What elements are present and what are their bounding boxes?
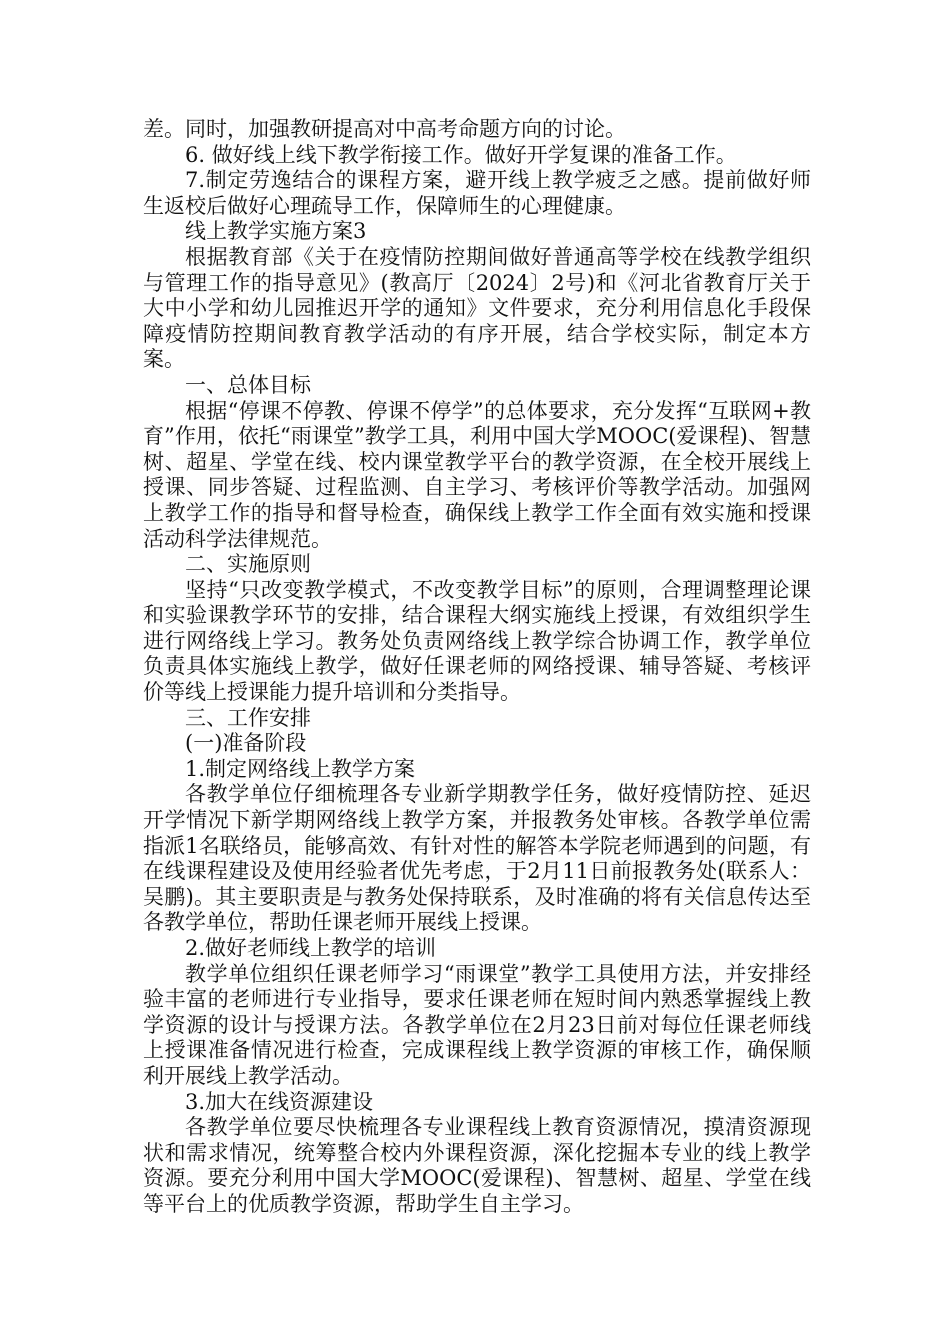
paragraph: 根据“停课不停教、停课不停学”的总体要求，充分发挥“互联网+教育”作用，依托“雨课堂”教学工具，利用中国大学MOOC(爱课程)、智慧树、超星、学堂在线、校内课堂教学平台的教学资源，在全校开展线上授课、同步答疑、过程监测、自主学习、考核评价等教学活动。加强网上教学工作的指导和督导检查，确保线上教学工作全面有效实施和授课活动科学法律规范。 xyxy=(143,398,811,551)
paragraph: 6. 做好线上线下教学衔接工作。做好开学复课的准备工作。 xyxy=(185,142,737,167)
paragraph: 坚持“只改变教学模式，不改变教学目标”的原则，合理调整理论课和实验课教学环节的安排，结合课程大纲实施线上授课，有效组织学生进行网络线上学习。教务处负责网络线上教学综合协调工作，教学单位负责具体实施线上教学，做好任课老师的网络授课、辅导答疑、考核评价等线上授课能力提升培训和分类指导。 xyxy=(143,577,811,705)
section-heading: 一、总体目标 xyxy=(185,372,311,397)
document-body xyxy=(143,117,811,1218)
section-title: 线上教学实施方案3 xyxy=(185,219,367,244)
paragraph: 各教学单位仔细梳理各专业新学期教学任务，做好疫情防控、延迟开学情况下新学期网络线上教学方案，并报教务处审核。各教学单位需指派1名联络员，能够高效、有针对性的解答本学院老师遇到的问题，有在线课程建设及使用经验者优先考虑，于2月11日前报教务处(联系人：吴鹏)。其主要职责是与教务处保持联系，及时准确的将有关信息传达至各教学单位，帮助任课老师开展线上授课。 xyxy=(143,782,811,935)
paragraph: 各教学单位要尽快梳理各专业课程线上教育资源情况，摸清资源现状和需求情况，统筹整合校内外课程资源，深化挖掘本专业的线上教学资源。要充分利用中国大学MOOC(爱课程)、智慧树、超星、学堂在线等平台上的优质教学资源，帮助学生自主学习。 xyxy=(143,1115,811,1216)
section-heading: 二、实施原则 xyxy=(185,552,311,577)
paragraph: 根据教育部《关于在疫情防控期间做好普通高等学校在线教学组织与管理工作的指导意见》(教高厅〔2024〕2号)和《河北省教育厅关于大中小学和幼儿园推迟开学的通知》文件要求，充分利用信息化手段保障疫情防控期间教育教学活动的有序开展，结合学校实际，制定本方案。 xyxy=(143,244,811,372)
item-heading: 2.做好老师线上教学的培训 xyxy=(185,936,437,960)
subsection-heading: (一)准备阶段 xyxy=(185,731,307,756)
paragraph: 教学单位组织任课老师学习“雨课堂”教学工具使用方法，并安排经验丰富的老师进行专业指导，要求任课老师在短时间内熟悉掌握线上教学资源的设计与授课方法。各教学单位在2月23日前对每位任课老师线上授课准备情况进行检查，完成课程线上教学资源的审核工作，确保顺利开展线上教学活动。 xyxy=(143,961,811,1088)
item-heading: 3.加大在线资源建设 xyxy=(185,1089,374,1114)
paragraph: 7.制定劳逸结合的课程方案，避开线上教学疲乏之感。提前做好师生返校后做好心理疏导工作，保障师生的心理健康。 xyxy=(143,168,811,218)
section-heading: 三、工作安排 xyxy=(185,705,311,730)
paragraph: 差。同时，加强教研提高对中高考命题方向的讨论。 xyxy=(143,117,626,141)
item-heading: 1.制定网络线上教学方案 xyxy=(185,756,416,781)
